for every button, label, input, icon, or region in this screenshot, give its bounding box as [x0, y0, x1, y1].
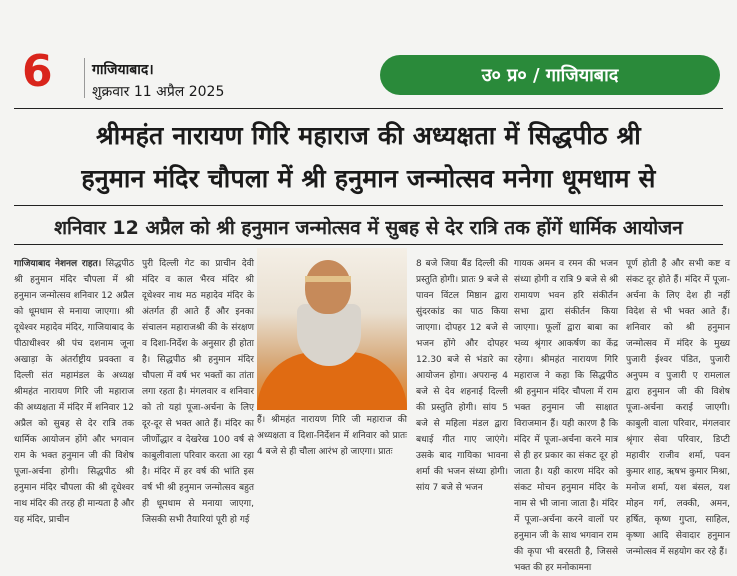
vertical-divider: [84, 58, 85, 98]
photo-head: [305, 260, 351, 314]
column-5: [626, 256, 730, 557]
byline: गाजियाबाद नेशनल राहत।: [14, 259, 102, 269]
column-3-text: 8 बजे जिया बैंड दिल्ली की प्रस्तुति होगी। प्रातः 9 बजे से पावन विंटल मिष्ठान द्वारा सुंदरकांड का पाठ किया जाएगा। दोपहर 12 बजे से भजन होंगे और दोपहर 12.30 बजे से भंडारे का आयोजन होगा। अपरान्ह 4 बजे से देव शहनाई दिल्ली की प्रस्तुति होगी। सांय 5 बजे से महिला मंडल द्वारा बधाई गीत गाए जाएंगे। उसके बाद गायिका भावना शर्मा की भजन संध्या होगी। सांय 7 बजे से भजन: [416, 259, 508, 493]
column-4: [514, 256, 618, 573]
column-2-text: पुरी दिल्ली गेट का प्राचीन देवी मंदिर व काल भैरव मंदिर श्री दूधेश्वर नाथ मठ महादेव मंदिर के अंतर्गत ही आते हैं और इनका संचालन महाराजश्री की के संरक्षण व दिशा-निर्देश के अनुसार ही होता है। सिद्धपीठ श्री हनुमान मंदिर चौपला में वर्ष भर भक्तों का तांता लगा रहता है। मंगलवार व शनिवार को तो यहां पूजा-अर्चना के लिए दूर-दूर से भक्त आते हैं। मंदिर का जीर्णोद्धार व देखरेख 100 वर्ष से काबुलीवाला परिवार करता आ रहा है। मंदिर में हर वर्ष की भांति इस वर्ष भी श्री हनुमान जन्मोत्सव बहुत ही धूमधाम से मनाया जाएगा, जिसकी सभी तैयारियां पूरी हो गई: [142, 259, 254, 525]
column-4-text: गायक अमन व रमन की भजन संध्या होगी व रात्रि 9 बजे से श्री रामायण भवन हरि संकीर्तन सभा द्वारा संकीर्तन किया जाएगा। फूलों द्वारा बाबा का भव्य श्रृंगार आकर्षण का केंद्र रहेगा। श्रीमहंत नारायण गिरि महाराज ने कहा कि सिद्धपीठ श्री हनुमान मंदिर चौपला में राम भक्त हनुमान जी साक्षात विराजमान हैं। यही कारण है कि मंदिर में पूजा-अर्चना करने मात्र से ही हर प्रकार का संकट दूर हो जाता है। यही कारण मंदिर को संकट मोचन हनुमान मंदिर के नाम से भी जाना जाता है। मंदिर में पूजा-अर्चना करने वालों पर हनुमान जी के साथ भगवान राम की कृपा भी बरसती है, जिससे भक्त की हर मनोकामना: [514, 259, 618, 573]
column-5-text: पूर्ण होती है और सभी कष्ट व संकट दूर होते हैं। मंदिर में पूजा-अर्चना के लिए देश ही नहीं विदेश से भी भक्त आते हैं। शनिवार को श्री हनुमान जन्मोत्सव में मंदिर के मुख्य पुजारी ईश्वर पंडित, पुजारी अनुपम व पुजारी ए रामलाल द्वारा हनुमान जी की विशेष पूजा-अर्चना कराई जाएगी। काबुली वाला परिवार, मंगलवार श्रृंगार सेवा परिवार, डिप्टी महावीर राजीव शर्मा, पवन कुमार शाह, ऋषभ कुमार मिश्रा, मनोज शर्मा, यश बंसल, यश मोहन गर्ग, लक्की, अमन, हर्षित, कृष्ण गुप्ता, साहिल, कृष्णा आदि सेवादार हनुमान जन्मोत्सव में सहयोग कर रहे हैं।: [626, 259, 730, 557]
column-2: [142, 256, 254, 525]
photo-forehead-band: [305, 276, 351, 282]
subheadline: शनिवार 12 अप्रैल को श्री हनुमान जन्मोत्सव में सुबह से देर रात्रि तक होंगें धार्मिक आयोजन: [54, 217, 683, 239]
column-1-text: सिद्धपीठ श्री हनुमान मंदिर चौपला में श्री हनुमान जन्मोत्सव शनिवार 12 अप्रैल को धूमधाम से मनाया जाएगा। श्री दूधेश्वर महादेव मंदिर, गाजियाबाद के पीठाधीश्वर श्री पंच दशनाम जूना अखाड़ा के अंतर्राष्ट्रीय प्रवक्ता व दिल्ली संत महामंडल के अध्यक्ष श्रीमहंत नारायण गिरि जी महाराज की अध्यक्षता में मंदिर में शनिवार 12 अप्रैल को सुबह से देर रात्रि तक धार्मिक आयोजन होंगे और भगवान राम के भक्त हनुमान जी की विशेष पूजा-अर्चना होगी। सिद्धपीठ श्री हनुमान मंदिर चौपला की श्री दूधेश्वर नाथ मंदिर की तरह ही मान्यता है और यह मंदिर, प्राचीन: [14, 259, 134, 525]
column-3: [416, 256, 508, 493]
issue-date: शुक्रवार 11 अप्रैल 2025: [92, 84, 225, 100]
headline-line-1: श्रीमहंत नारायण गिरि महाराज की अध्यक्षता में सिद्धपीठ श्री: [96, 121, 641, 150]
subheadline-rule-bottom: [14, 244, 723, 245]
headline-line-2: हनुमान मंदिर चौपला में श्री हनुमान जन्मोत्सव मनेगा धूमधाम से: [81, 164, 656, 193]
masthead-rule: [14, 108, 723, 109]
page-number: 6: [22, 46, 53, 97]
column-1: [14, 256, 134, 525]
photo-side-text: हैं। श्रीमहंत नारायण गिरि जी महाराज की अध्यक्षता व दिशा-निर्देशन में शनिवार को प्रातः 4 बजे से ही चौला आरंभ हो जाएगा। प्रातः: [257, 415, 407, 457]
saint-photo: [257, 248, 407, 410]
subheadline-rule-top: [14, 205, 723, 206]
city-label: गाजियाबाद।: [92, 62, 154, 78]
section-badge: उ० प्र० / गाजियाबाद: [380, 55, 720, 95]
